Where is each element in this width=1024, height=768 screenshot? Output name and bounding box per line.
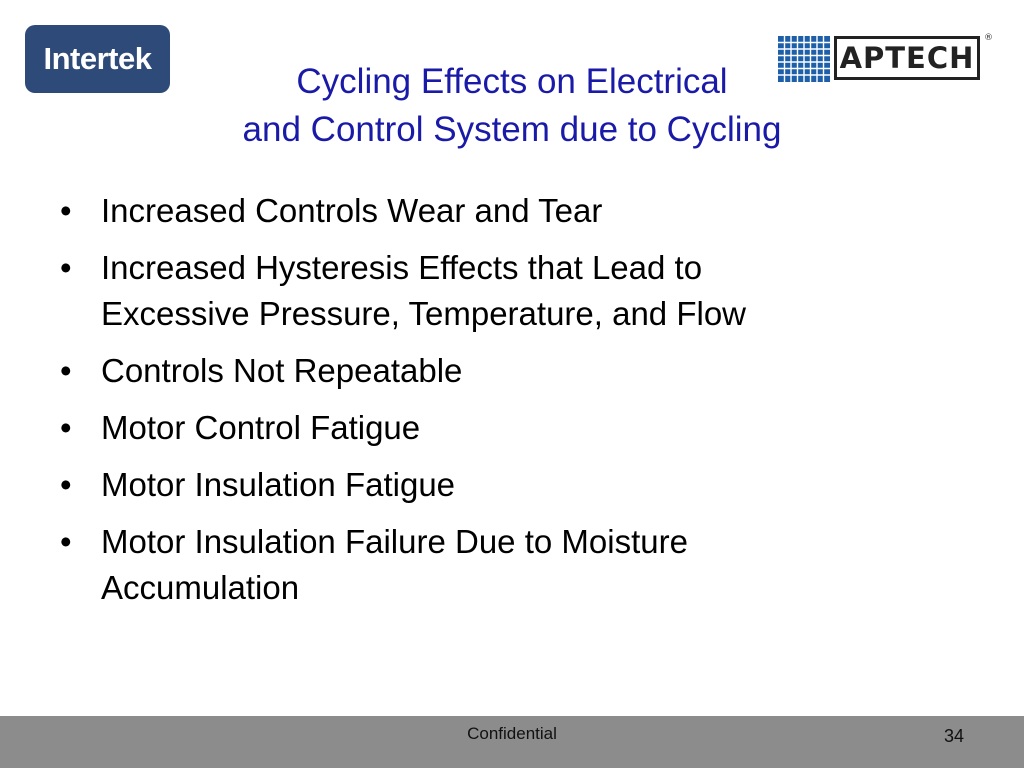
bullet-dot: • (60, 352, 72, 389)
bullet-item (60, 188, 940, 234)
bullet-text-continued: Accumulation (101, 569, 300, 606)
bullet-text: Motor Insulation Fatigue (101, 466, 456, 503)
bullet-item (60, 519, 940, 611)
bullet-dot: • (60, 249, 72, 286)
bullet-text: Motor Insulation Failure Due to Moisture (101, 523, 688, 560)
bullet-item (60, 462, 940, 508)
slide-title-line-2: and Control System due to Cycling (242, 110, 782, 149)
bullet-text: Increased Hysteresis Effects that Lead to (101, 249, 703, 286)
bullet-item (60, 245, 940, 337)
bullet-dot: • (60, 523, 72, 560)
bullet-item (60, 348, 940, 394)
bullet-dot: • (60, 409, 72, 446)
bullet-dot: • (60, 192, 72, 229)
bullet-dot: • (60, 466, 72, 503)
aptech-logo-text: APTECH (839, 41, 975, 75)
bullet-text-continued: Excessive Pressure, Temperature, and Flow (101, 295, 746, 332)
slide-title-line-1: Cycling Effects on Electrical (296, 62, 728, 101)
bullet-text: Motor Control Fatigue (101, 409, 421, 446)
intertek-logo-text: Intertek (43, 41, 152, 76)
bullet-list (60, 188, 940, 622)
bullet-text: Increased Controls Wear and Tear (101, 192, 603, 229)
footer-bar (0, 716, 1024, 768)
slide-title (180, 58, 844, 154)
page-number: 34 (943, 726, 964, 746)
bullet-text: Controls Not Repeatable (101, 352, 463, 389)
bullet-item (60, 405, 940, 451)
aptech-wordmark (834, 36, 980, 80)
intertek-logo (25, 25, 170, 93)
confidential-label: Confidential (467, 724, 557, 743)
registered-mark: ® (984, 33, 993, 43)
